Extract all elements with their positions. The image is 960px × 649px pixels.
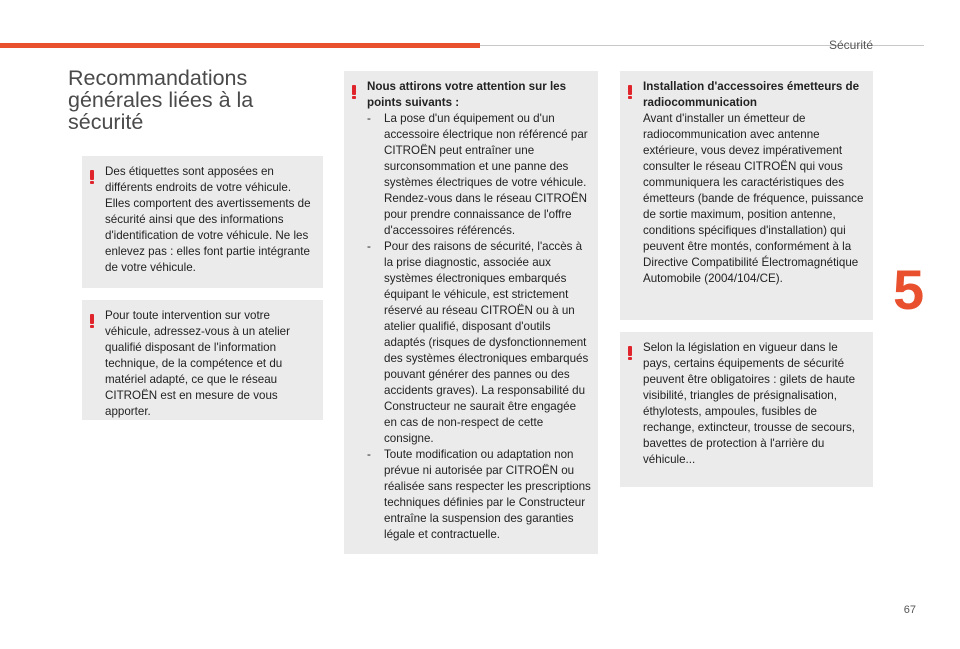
list-item: - Toute modification ou adaptation non prévue ni autorisée par CITROËN ou réalisée sans respecter les prescriptions techniques définies par le Constructeur entraîne la suspension des garanties légale et contractuelle. [367, 447, 592, 543]
header-accent-bar [0, 43, 480, 48]
warning-box-legislation [620, 332, 873, 487]
section-label: Sécurité [828, 38, 873, 52]
exclamation-warning-icon [352, 85, 356, 99]
list-item: - La pose d'un équipement ou d'un accessoire électrique non référencé par CITROËN peut entraîner une surconsommation et une panne des systèmes électriques de votre véhicule. Rendez-vous dans le réseau CITROËN pour prendre connaissance de l'offre d'accessoires référencés. [367, 111, 592, 239]
exclamation-warning-icon [90, 314, 94, 328]
warning-text: Avant d'installer un émetteur de radiocommunication avec antenne extérieure, vous devez impérativement consulter le réseau CITROËN qui vous communiquera les caractéristiques des émetteurs (bande de fréquence, puissance de sortie maximum, position antenne, conditions spécifiques d'installation) qui peuvent être montés, conformément à la Directive Compatibilité Électromagnétique Automobile (2004/104/CE). [643, 112, 864, 285]
list-item: - Pour des raisons de sécurité, l'accès à la prise diagnostic, associée aux systèmes électroniques embarqués équipant le véhicule, est strictement réservé au réseau CITROËN ou à un atelier qualifié, disposant d'outils adaptés (risques de dysfonctionnement des systèmes électroniques embarqués pouvant générer des pannes ou des accidents graves). La responsabilité du Constructeur ne saurait être engagée en cas de non-respect de cette consigne. [367, 239, 592, 447]
attention-list [367, 111, 592, 543]
warning-heading: Nous attirons votre attention sur les points suivants : [367, 80, 567, 109]
warning-box-labels [82, 156, 323, 288]
warning-box-radio [620, 71, 873, 320]
exclamation-warning-icon [90, 170, 94, 184]
page-title: Recommandations générales liées à la sécurité [68, 66, 254, 134]
warning-box-attention [344, 71, 598, 554]
exclamation-warning-icon [628, 346, 632, 360]
warning-text: Pour toute intervention sur votre véhicule, adressez-vous à un atelier qualifié disposant de l'information technique, de la compétence et du matériel adapté, ce que le réseau CITROËN est en mesure de vous apporter. [105, 309, 290, 418]
page-number: 67 [903, 604, 916, 616]
warning-box-workshop [82, 300, 323, 420]
warning-heading: Installation d'accessoires émetteurs de radiocommunication [643, 80, 860, 109]
warning-text: Des étiquettes sont apposées en différents endroits de votre véhicule. Elles comportent des avertissements de sécurité ainsi que des informations d'identification de votre véhicule. Ne les enlevez pas : elles font partie intégrante de votre véhicule. [105, 165, 311, 274]
warning-text: Selon la législation en vigueur dans le pays, certains équipements de sécurité peuvent être obligatoires : gilets de haute visibilité, triangles de présignalisation, éthylotests, ampoules, fusibles de rechange, extincteur, trousse de secours, bavettes de protection à l'arrière du véhicule... [643, 341, 856, 466]
chapter-number: 5 [893, 258, 925, 321]
exclamation-warning-icon [628, 85, 632, 99]
